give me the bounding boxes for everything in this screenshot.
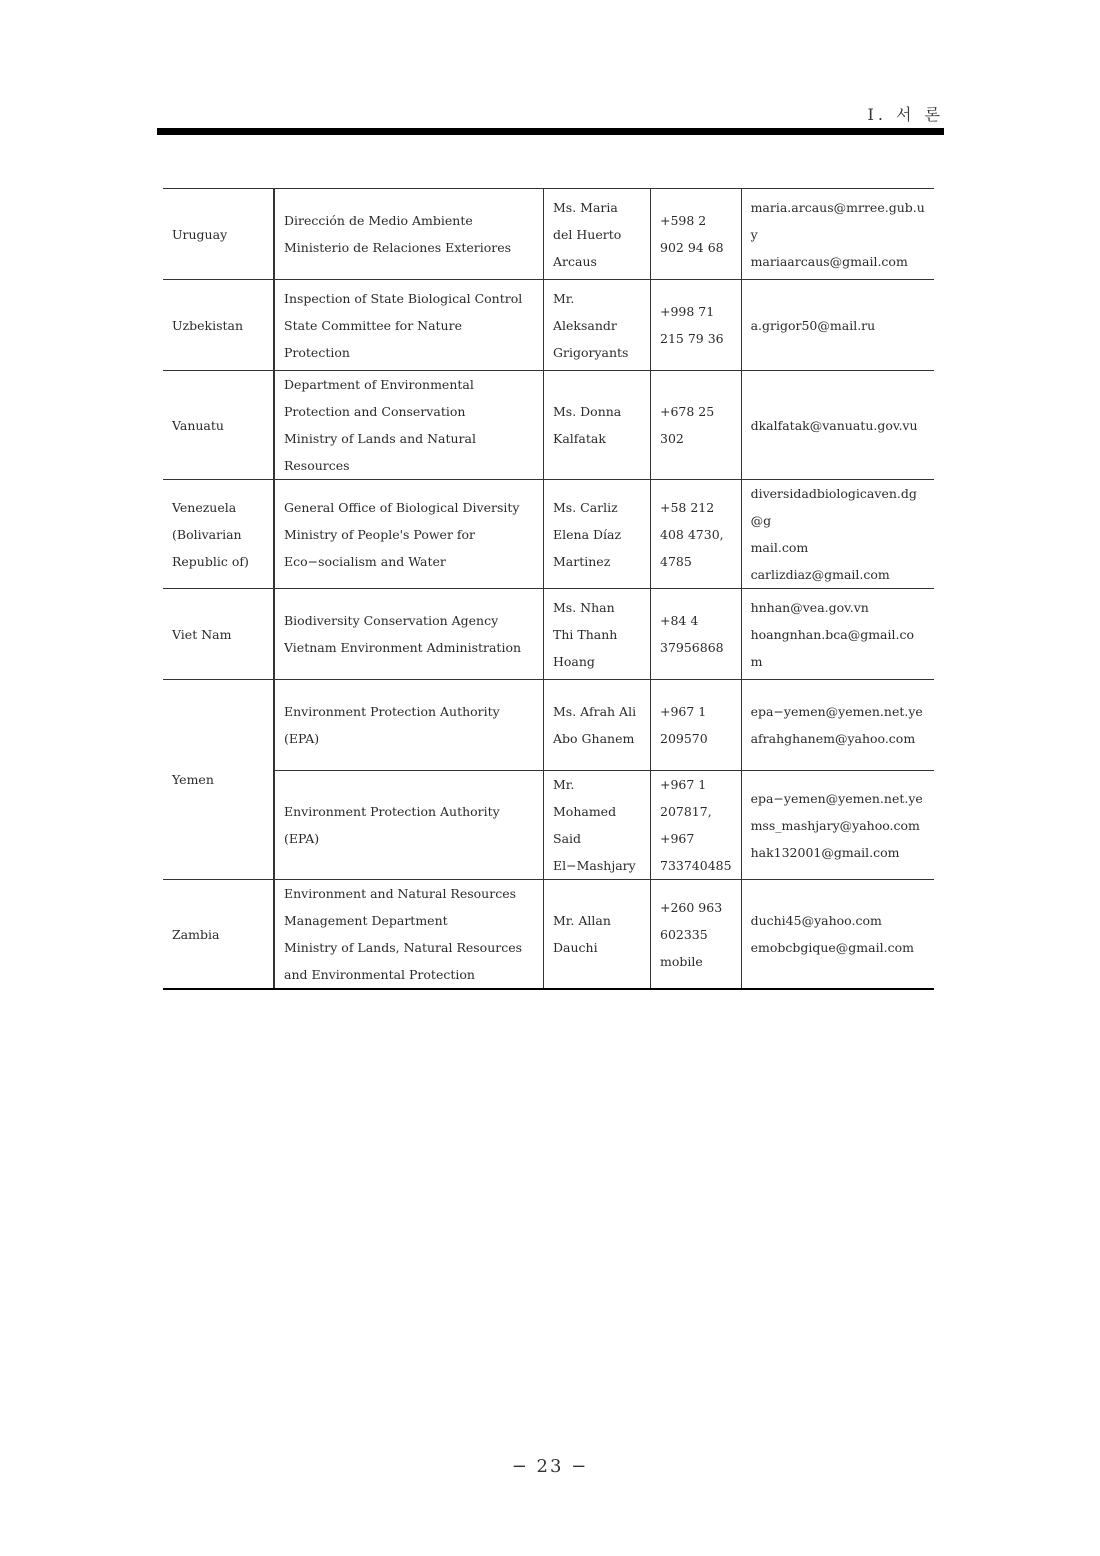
organization-cell: Environment and Natural Resources Management Department Ministry of Lands, Natural Resources and Environmental Protection [274,880,544,990]
table-row [163,589,934,680]
country-cell: Vanuatu [163,371,274,480]
email-cell: a.grigor50@mail.ru [741,280,934,371]
header-rule [157,128,944,135]
contact-person-cell: Ms. Donna Kalfatak [544,371,651,480]
email-cell: epa−yemen@yemen.net.ye mss_mashjary@yahoo.com hak132001@gmail.com [741,771,934,880]
country-cell: Venezuela (Bolivarian Republic of) [163,480,274,589]
organization-cell: Inspection of State Biological Control State Committee for Nature Protection [274,280,544,371]
organization-cell: Dirección de Medio Ambiente Ministerio de Relaciones Exteriores [274,189,544,280]
contact-person-cell: Mr. Allan Dauchi [544,880,651,990]
organization-cell: Environment Protection Authority (EPA) [274,771,544,880]
organization-cell: Department of Environmental Protection and Conservation Ministry of Lands and Natural Resources [274,371,544,480]
country-cell: Zambia [163,880,274,990]
contact-person-cell: Mr. Mohamed Said El−Mashjary [544,771,651,880]
contact-person-cell: Ms. Maria del Huerto Arcaus [544,189,651,280]
email-cell: epa−yemen@yemen.net.ye afrahghanem@yahoo.com [741,680,934,771]
table-row [163,189,934,280]
table-row [163,880,934,990]
country-cell: Uzbekistan [163,280,274,371]
phone-cell: +260 963 602335 mobile [651,880,742,990]
contact-person-cell: Ms. Carliz Elena Díaz Martinez [544,480,651,589]
country-cell: Uruguay [163,189,274,280]
contact-person-cell: Mr. Aleksandr Grigoryants [544,280,651,371]
organization-cell: Environment Protection Authority (EPA) [274,680,544,771]
table-row [163,771,934,880]
table-row [163,480,934,589]
contact-table [163,188,934,990]
contact-person-cell: Ms. Nhan Thi Thanh Hoang [544,589,651,680]
organization-cell: Biodiversity Conservation Agency Vietnam Environment Administration [274,589,544,680]
page-header [157,100,944,136]
phone-cell: +967 1 207817, +967 733740485 [651,771,742,880]
email-cell: hnhan@vea.gov.vn hoangnhan.bca@gmail.com [741,589,934,680]
country-cell: Yemen [163,680,274,880]
contact-person-cell: Ms. Afrah Ali Abo Ghanem [544,680,651,771]
phone-cell: +58 212 408 4730, 4785 [651,480,742,589]
phone-cell: +598 2 902 94 68 [651,189,742,280]
page-number: − 23 − [511,1456,589,1477]
email-cell: maria.arcaus@mrree.gub.uy mariaarcaus@gmail.com [741,189,934,280]
phone-cell: +967 1 209570 [651,680,742,771]
email-cell: dkalfatak@vanuatu.gov.vu [741,371,934,480]
chapter-title: I. 서 론 [867,105,944,124]
phone-cell: +998 71 215 79 36 [651,280,742,371]
table-row [163,680,934,771]
email-cell: diversidadbiologicaven.dg@g mail.com carlizdiaz@gmail.com [741,480,934,589]
phone-cell: +678 25 302 [651,371,742,480]
organization-cell: General Office of Biological Diversity Ministry of People's Power for Eco−socialism and Water [274,480,544,589]
phone-cell: +84 4 37956868 [651,589,742,680]
email-cell: duchi45@yahoo.com emobcbgique@gmail.com [741,880,934,990]
table-row [163,280,934,371]
country-cell: Viet Nam [163,589,274,680]
table-row [163,371,934,480]
